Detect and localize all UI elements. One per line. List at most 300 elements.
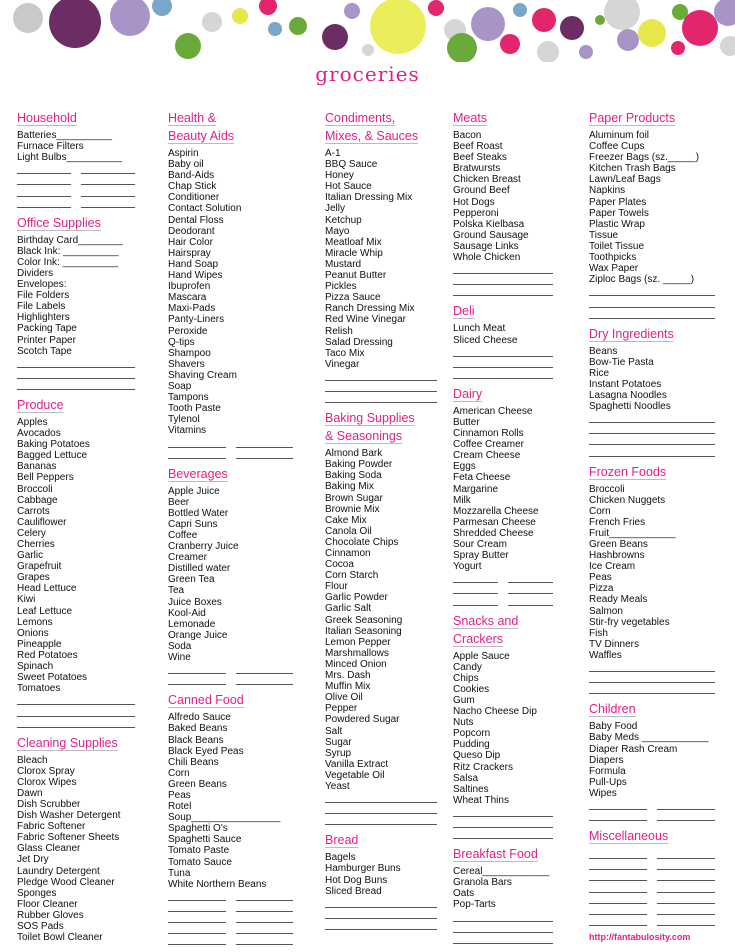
list-item: Mascara — [168, 292, 207, 304]
column-2 — [168, 109, 293, 952]
blank-entry-pair[interactable] — [168, 448, 293, 459]
section-heading-text-line2: Beauty Aids — [168, 129, 235, 143]
list-item: Chap Stick — [168, 181, 217, 193]
list-item: Ziploc Bags (sz. _____) — [589, 274, 695, 286]
list-item: Baked Beans — [168, 723, 228, 735]
list-item: Bagels — [325, 852, 356, 864]
list-item: Cream Cheese — [453, 450, 521, 462]
list-item: Tylenol — [168, 414, 200, 426]
list-item: Head Lettuce — [17, 583, 77, 595]
list-item: Cranberry Juice — [168, 541, 239, 553]
list-item: Jelly — [325, 203, 346, 215]
list-item: White Northern Beans — [168, 878, 267, 890]
list-item: Envelopes: — [17, 279, 67, 291]
list-item: Highlighters — [17, 312, 70, 324]
section-heading-dairy — [453, 385, 553, 403]
list-item: Sponges — [17, 887, 57, 899]
blank-entry-line[interactable] — [453, 357, 553, 368]
list-item: Pull-Ups — [589, 776, 627, 788]
list-item: Mrs. Dash — [325, 670, 371, 682]
list-item: Baby Food — [589, 721, 638, 733]
blank-entry-line[interactable] — [17, 357, 135, 368]
blank-entry-line[interactable] — [589, 683, 715, 694]
blank-entry-line[interactable] — [453, 368, 553, 379]
list-item: Nuts — [453, 717, 474, 729]
list-item: Tea — [168, 585, 185, 597]
list-item: Plastic Wrap — [589, 218, 645, 230]
list-item: File Labels — [17, 301, 66, 313]
list-item: Salt — [325, 725, 343, 737]
list-item: Capri Suns — [168, 518, 218, 530]
section-heading-text: Baking Supplies — [325, 411, 415, 426]
list-item: Rubber Gloves — [17, 909, 84, 921]
blank-entry-line[interactable] — [589, 672, 715, 683]
section-heading-frozen-foods — [589, 463, 715, 481]
blank-entry-line[interactable] — [17, 379, 135, 390]
list-item: Apple Sauce — [453, 650, 510, 662]
list-item: Kool-Aid — [168, 607, 206, 619]
list-item: Contact Solution — [168, 203, 242, 215]
list-item: Wine — [168, 652, 191, 664]
blank-entry-pair[interactable] — [168, 945, 293, 952]
list-item: Laundry Detergent — [17, 865, 100, 877]
list-item: Toilet Bowl Cleaner — [17, 932, 103, 944]
list-item: Rotel — [168, 801, 192, 813]
list-item: Clorox Wipes — [17, 776, 77, 788]
list-item: Distilled water — [168, 563, 231, 575]
list-item: Napkins — [589, 185, 626, 197]
list-item: French Fries — [589, 516, 646, 528]
list-item: Marshmallows — [325, 647, 389, 659]
section-heading-text: Office Supplies — [17, 215, 101, 230]
list-item: Cauliflower — [17, 516, 67, 528]
list-item: Pepperoni — [453, 207, 499, 219]
list-item: Green Beans — [589, 539, 648, 550]
list-item: Garlic Salt — [325, 603, 372, 615]
list-item: Ready Meals — [589, 594, 648, 606]
list-item: Broccoli — [17, 483, 53, 495]
list-item: Salsa — [453, 772, 479, 784]
list-item: Bacon — [453, 130, 482, 141]
blank-entry-line[interactable] — [453, 806, 553, 817]
section-heading-text: Snacks and — [453, 613, 519, 628]
list-item: Baby oil — [168, 159, 204, 171]
blank-entry-line[interactable] — [325, 908, 437, 919]
list-item: Spaghetti Noodles — [589, 401, 671, 413]
list-item: Syrup — [325, 747, 352, 759]
column-4 — [453, 109, 553, 944]
list-item: Hot Dogs — [453, 196, 495, 208]
list-item: Carrots — [17, 505, 50, 517]
list-item: Vinegar — [325, 358, 360, 370]
section-heading-text: Miscellaneous — [589, 829, 669, 844]
section-heading-text: Children — [589, 702, 636, 717]
list-item: Mozzarella Cheese — [453, 505, 539, 517]
blank-entry-line[interactable] — [17, 694, 135, 705]
blank-entry-line[interactable] — [325, 392, 437, 403]
section-heading-baking-supplies — [325, 409, 437, 445]
section-heading-text: Household — [17, 111, 77, 125]
blank-entry-line[interactable] — [453, 828, 553, 839]
list-item: Freezer Bags (sz._____) — [589, 152, 700, 164]
list-item: Peas — [168, 789, 191, 801]
section-heading-deli — [453, 302, 553, 320]
blank-entry-line[interactable] — [17, 368, 135, 379]
list-item: Wheat Thins — [453, 794, 509, 806]
list-item: Peas — [589, 572, 612, 584]
blank-entry-line[interactable] — [453, 817, 553, 828]
list-item: Corn — [168, 767, 190, 779]
list-item: Aluminum foil — [589, 130, 650, 141]
list-item: Peanut Butter — [325, 270, 387, 282]
list-item: Hair Color — [168, 236, 214, 248]
list-item: Diapers — [589, 754, 624, 766]
list-item: Kiwi — [17, 594, 36, 606]
list-item: Feta Cheese — [453, 472, 511, 484]
list-item: Soup________________ — [168, 812, 281, 824]
list-item: Formula — [589, 765, 626, 777]
list-item: Lunch Meat — [453, 323, 506, 335]
list-item: Lasagna Noodles — [589, 389, 667, 401]
list-item: Batteries__________ — [17, 130, 113, 141]
section-heading-text: Paper Products — [589, 111, 676, 125]
blank-entry-pair[interactable] — [589, 904, 715, 915]
list-item: Ranch Dressing Mix — [325, 303, 415, 315]
list-item: Pizza Sauce — [325, 292, 381, 304]
list-item: Oats — [453, 888, 475, 900]
list-item: Minced Onion — [325, 658, 387, 670]
list-item: Black Eyed Peas — [168, 745, 244, 757]
list-item: Lemons — [17, 616, 53, 628]
list-item: Bananas — [17, 461, 57, 473]
blank-entry-line[interactable] — [589, 285, 715, 296]
list-item: Queso Dip — [453, 750, 501, 762]
list-item: Shampoo — [168, 347, 211, 359]
blank-entry-pair[interactable] — [168, 890, 293, 901]
list-item: Jet Dry — [17, 854, 49, 866]
section-heading-cleaning-supplies — [17, 734, 135, 752]
list-item: Kitchen Trash Bags — [589, 163, 676, 175]
list-item: Sausage Links — [453, 240, 519, 252]
section-heading-text: Deli — [453, 304, 475, 319]
blank-entry-line[interactable] — [325, 814, 437, 825]
section-heading-bread — [325, 831, 437, 849]
blank-entry-pair[interactable] — [17, 943, 135, 952]
list-item: Bagged Lettuce — [17, 450, 88, 462]
list-item: Tooth Paste — [168, 403, 221, 415]
list-item: Apple Juice — [168, 485, 220, 497]
blank-entry-pair[interactable] — [168, 934, 293, 945]
blank-entry-pair[interactable] — [17, 163, 135, 174]
list-item: Hairspray — [168, 247, 211, 259]
list-item: Parmesan Cheese — [453, 516, 536, 528]
list-item: Printer Paper — [17, 334, 76, 346]
section-heading-text: Canned Food — [168, 693, 244, 708]
blank-entry-pair[interactable] — [168, 901, 293, 912]
list-item: Sliced Cheese — [453, 334, 518, 346]
section-heading-text: Produce — [17, 397, 64, 412]
list-item: Hot Sauce — [325, 181, 372, 193]
blank-entry-pair[interactable] — [453, 572, 553, 583]
list-item: Soda — [168, 640, 192, 652]
blank-entry-pair[interactable] — [453, 594, 553, 605]
blank-entry-pair[interactable] — [589, 881, 715, 892]
section-heading-text: Health & — [168, 111, 216, 125]
blank-entry-line[interactable] — [17, 717, 135, 728]
list-item: Chips — [453, 672, 479, 684]
list-item: Yeast — [325, 780, 350, 792]
list-item: Hand Wipes — [168, 270, 223, 282]
list-item: Tomatoes — [17, 683, 61, 695]
list-item: Candy — [453, 661, 482, 673]
list-item: Floor Cleaner — [17, 898, 78, 910]
list-item: Lemon Pepper — [325, 636, 391, 648]
column-3 — [325, 109, 437, 930]
blank-entry-pair[interactable] — [168, 436, 293, 447]
list-item: Taco Mix — [325, 347, 365, 359]
blank-entry-pair[interactable] — [589, 810, 715, 821]
list-item: Beans — [589, 345, 618, 357]
section-heading-dry-ingredients — [589, 325, 715, 343]
list-item: Waffles — [589, 649, 622, 661]
list-item: Milk — [453, 494, 471, 506]
list-item: Ground Beef — [453, 185, 510, 197]
list-item: Instant Potatoes — [589, 378, 662, 390]
list-item: Dental Floss — [168, 214, 224, 226]
list-item: Baking Mix — [325, 481, 374, 493]
list-item: Garlic Powder — [325, 592, 388, 604]
list-item: Packing Tape — [17, 323, 77, 335]
section-heading-condiments — [325, 109, 437, 145]
list-item: Deodorant — [168, 225, 215, 237]
blank-entry-pair[interactable] — [168, 923, 293, 934]
list-item: Hashbrowns — [589, 550, 645, 562]
list-item: Relish — [325, 325, 353, 337]
list-item: Salmon — [589, 605, 623, 617]
list-item: Spray Butter — [453, 550, 509, 562]
section-heading-text-line2: Mixes, & Sauces — [325, 129, 419, 143]
list-item: Pepper — [325, 703, 358, 715]
blank-entry-line[interactable] — [453, 933, 553, 944]
list-item: Hand Soap — [168, 258, 219, 270]
blank-entry-line[interactable] — [325, 370, 437, 381]
list-item: Sour Cream — [453, 539, 507, 550]
section-heading-health — [168, 109, 293, 145]
blank-entry-line[interactable] — [453, 346, 553, 357]
blank-entry-pair[interactable] — [589, 859, 715, 870]
list-item: Beef Roast — [453, 141, 503, 153]
list-item: Cinnamon — [325, 548, 371, 559]
blank-entry-pair[interactable] — [168, 674, 293, 685]
section-heading-text-line2: Crackers — [453, 631, 504, 646]
list-item: Onions — [17, 627, 49, 639]
list-item: Garlic — [17, 550, 44, 562]
blank-entry-pair[interactable] — [17, 185, 135, 196]
blank-entry-line[interactable] — [453, 285, 553, 296]
list-item: Ground Sausage — [453, 229, 529, 241]
list-item: Bottled Water — [168, 507, 229, 519]
list-item: Fruit____________ — [589, 527, 676, 539]
list-item: Aspirin — [168, 148, 199, 159]
list-item: Ice Cream — [589, 561, 636, 573]
column-5 — [589, 109, 715, 942]
list-item: Broccoli — [589, 483, 625, 495]
section-heading-text: Breakfast Food — [453, 847, 538, 862]
blank-entry-pair[interactable] — [589, 893, 715, 904]
list-item: Corn Starch — [325, 570, 379, 582]
list-item: Vegetable Oil — [325, 769, 385, 781]
list-item: Spaghetti Sauce — [168, 834, 242, 846]
list-item: Vanilla Extract — [325, 758, 389, 770]
blank-entry-pair[interactable] — [17, 174, 135, 185]
list-item: Orange Juice — [168, 629, 228, 641]
blank-entry-line[interactable] — [325, 897, 437, 908]
section-heading-office-supplies — [17, 214, 135, 232]
list-item: Italian Seasoning — [325, 625, 402, 637]
list-item: Rice — [589, 367, 610, 379]
list-item: Tomato Paste — [168, 845, 230, 857]
list-item: Wipes — [589, 787, 617, 799]
blank-entry-line[interactable] — [589, 296, 715, 307]
list-item: Wax Paper — [589, 263, 639, 275]
list-item: Green Beans — [168, 778, 227, 790]
list-item: Toothpicks — [589, 252, 637, 264]
list-item: Miracle Whip — [325, 247, 383, 259]
list-item: Coffee — [168, 530, 198, 541]
section-heading-text: Meats — [453, 111, 488, 125]
blank-entry-pair[interactable] — [17, 197, 135, 208]
list-item: Grapefruit — [17, 561, 62, 573]
list-item: Lemonade — [168, 618, 216, 630]
list-item: Spaghetti O's — [168, 823, 228, 835]
blank-entry-line[interactable] — [325, 792, 437, 803]
section-heading-text: Frozen Foods — [589, 464, 667, 479]
blank-entry-pair[interactable] — [453, 583, 553, 594]
blank-entry-line[interactable] — [325, 919, 437, 930]
list-item: Saltines — [453, 783, 489, 795]
list-item: Hot Dog Buns — [325, 874, 388, 886]
list-item: Nacho Cheese Dip — [453, 706, 537, 718]
list-item: Baby Meds ____________ — [589, 732, 709, 744]
blank-entry-pair[interactable] — [168, 663, 293, 674]
list-item: Fish — [589, 627, 608, 639]
list-item: Pineapple — [17, 638, 62, 650]
list-item: Panty-Liners — [168, 314, 225, 326]
blank-entry-pair[interactable] — [168, 912, 293, 923]
blank-entry-line[interactable] — [453, 274, 553, 285]
blank-entry-line[interactable] — [589, 434, 715, 445]
list-item: Popcorn — [453, 728, 491, 740]
blank-entry-line[interactable] — [453, 922, 553, 933]
blank-entry-line[interactable] — [453, 911, 553, 922]
list-item: Margarine — [453, 483, 499, 495]
list-item: Tissue — [589, 229, 619, 241]
list-item: Lawn/Leaf Bags — [589, 174, 661, 186]
blank-entry-line[interactable] — [589, 308, 715, 319]
blank-entry-pair[interactable] — [589, 848, 715, 859]
page-title: groceries — [315, 62, 420, 86]
list-item: Cinnamon Rolls — [453, 428, 524, 440]
blank-entry-pair[interactable] — [589, 915, 715, 926]
list-item: Black Ink: __________ — [17, 245, 119, 257]
list-item: Leaf Lettuce — [17, 605, 73, 617]
list-item: Apples — [17, 416, 48, 428]
section-heading-produce — [17, 396, 135, 414]
list-item: Tuna — [168, 867, 191, 879]
list-item: Bratwursts — [453, 163, 501, 175]
list-item: Pledge Wood Cleaner — [17, 876, 115, 888]
section-heading-meats — [453, 109, 553, 127]
list-item: Honey — [325, 170, 354, 182]
list-item: Shaving Cream — [168, 369, 237, 381]
list-item: Tampons — [168, 392, 209, 404]
blank-entry-line[interactable] — [589, 661, 715, 672]
list-item: Baking Potatoes — [17, 439, 90, 451]
list-item: Cherries — [17, 539, 55, 550]
list-item: Cake Mix — [325, 514, 367, 526]
footer-url-link[interactable]: http://fantabulosity.com — [589, 931, 691, 942]
list-item: Scotch Tape — [17, 345, 72, 357]
blank-entry-line[interactable] — [453, 263, 553, 274]
list-item: Band-Aids — [168, 170, 215, 182]
list-item: Polska Kielbasa — [453, 218, 525, 230]
list-item: Birthday Card________ — [17, 234, 123, 246]
section-heading-paper-products — [589, 109, 715, 127]
list-item: Fabric Softener Sheets — [17, 832, 120, 844]
polka-dot-banner — [0, 0, 735, 62]
blank-entry-line[interactable] — [325, 381, 437, 392]
list-item: Grapes — [17, 572, 50, 584]
section-heading-snacks-and — [453, 612, 553, 648]
list-item: Mayo — [325, 225, 350, 237]
list-item: Avocados — [17, 428, 61, 440]
list-item: Pop-Tarts — [453, 899, 496, 911]
list-item: Yogurt — [453, 561, 482, 573]
list-item: Stir-fry vegetables — [589, 616, 670, 628]
list-item: Conditioner — [168, 192, 220, 204]
section-heading-text: Cleaning Supplies — [17, 735, 118, 750]
list-item: Sugar — [325, 736, 352, 748]
list-item: Soap — [168, 380, 192, 392]
list-item: Bow-Tie Pasta — [589, 356, 654, 368]
list-item: Black Beans — [168, 734, 224, 746]
list-item: Shavers — [168, 358, 205, 370]
list-item: Toilet Tissue — [589, 240, 645, 252]
list-item: Corn — [589, 505, 611, 517]
column-1 — [17, 109, 135, 952]
list-item: Greek Seasoning — [325, 614, 403, 626]
list-item: Ritz Crackers — [453, 761, 514, 773]
list-item: Salad Dressing — [325, 336, 393, 348]
list-item: Pizza — [589, 583, 614, 595]
list-item: Color Ink: __________ — [17, 256, 119, 268]
list-item: Baking Powder — [325, 459, 393, 471]
blank-entry-line[interactable] — [589, 423, 715, 434]
blank-entry-pair[interactable] — [589, 870, 715, 881]
blank-entry-line[interactable] — [325, 803, 437, 814]
list-item: Baking Soda — [325, 470, 382, 482]
blank-entry-pair[interactable] — [589, 799, 715, 810]
section-heading-breakfast-food — [453, 845, 553, 863]
list-item: Tomato Sauce — [168, 856, 232, 868]
list-item: Almond Bark — [325, 448, 383, 460]
list-item: Red Potatoes — [17, 649, 78, 661]
section-heading-children — [589, 700, 715, 718]
list-item: SOS Pads — [17, 921, 64, 932]
blank-entry-line[interactable] — [17, 705, 135, 716]
blank-entry-line[interactable] — [589, 445, 715, 456]
blank-entry-line[interactable] — [589, 412, 715, 423]
